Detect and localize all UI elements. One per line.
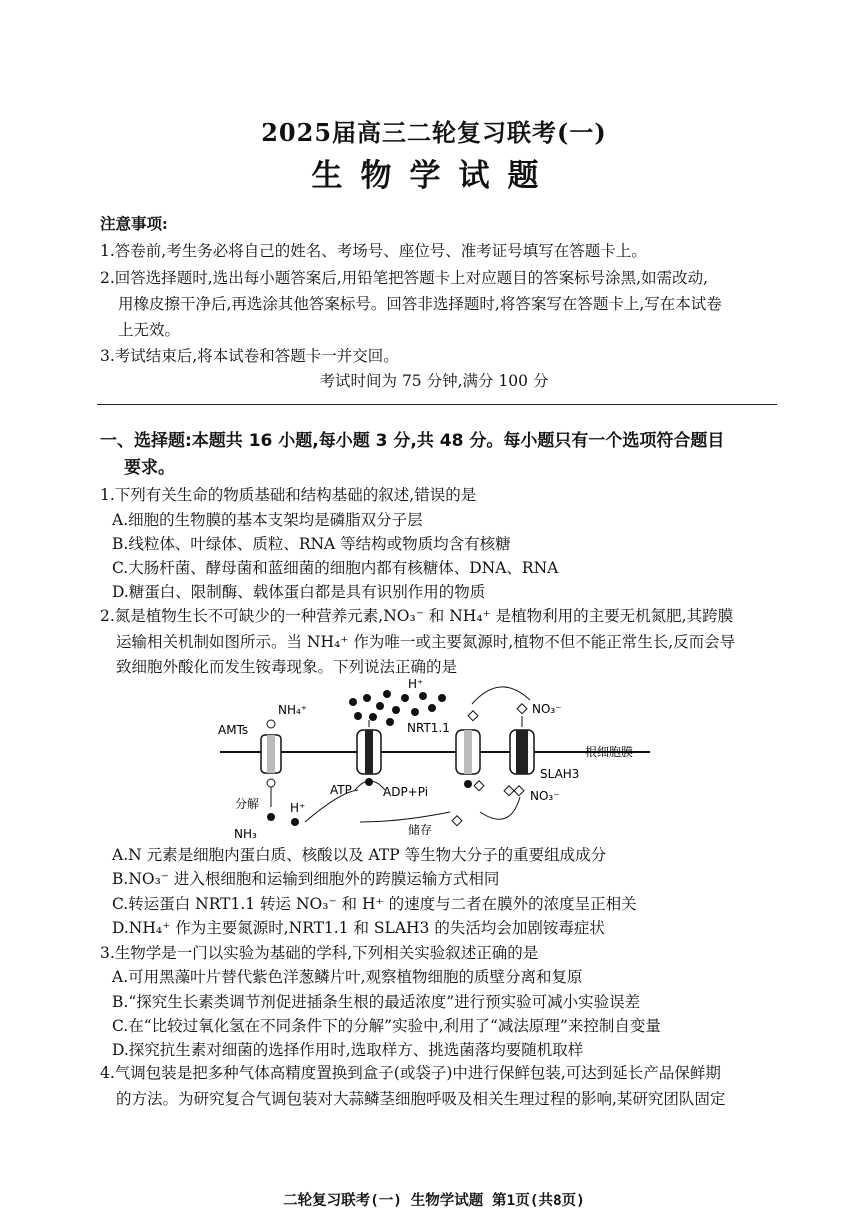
q2-stem-b: 运输相关机制如图所示。当 NH₄⁺ 作为唯一或主要氮源时,植物不但不能正常生长,反而会导 [116,633,736,651]
slah3-channel [510,704,534,774]
time-score: 考试时间为 75 分钟,满分 100 分 [319,372,549,390]
notes-line-2a: 2.回答选择题时,选出每小题答案后,用铅笔把答题卡上对应题目的答案标号涂黑,如需改动, [100,269,708,287]
label-nh4: NH₄⁺ [278,703,308,717]
q3-stem: 3.生物学是一门以实验为基础的学科,下列相关实验叙述正确的是 [100,944,539,962]
label-h-top: H⁺ [408,677,424,691]
page-footer: 二轮复习联考(一) 生物学试题 第1页(共8页) [283,1193,585,1209]
no3-stored [452,816,462,826]
label-membrane: 根细胞膜 [585,745,634,759]
q1-stem: 1.下列有关生命的物质基础和结构基础的叙述,错误的是 [100,486,477,504]
q1-option-b: B.线粒体、叶绿体、质粒、RNA 等结构或物质均含有核糖 [112,535,511,553]
q4-stem-a: 4.气调包装是把多种气体高精度置换到盒子(或袋子)中进行保鲜包装,可达到延长产品保鲜期 [100,1064,721,1082]
label-atp: ATP [330,783,352,797]
label-amts: AMTs [218,723,249,737]
storage-arrow [360,812,450,822]
nrt-transporter [456,711,484,791]
notes-line-2c: 上无效。 [118,321,181,339]
label-h-bottom: H⁺ [290,801,306,815]
label-storage: 储存 [408,823,433,837]
transport-diagram [210,672,660,842]
label-nh3: NH₃ [234,827,257,841]
q1-option-d: D.糖蛋白、限制酶、载体蛋白都是具有识别作用的物质 [112,583,486,601]
q2-stem-c: 致细胞外酸化而发生铵毒现象。下列说法正确的是 [116,658,458,676]
section-heading-a: 一、选择题:本题共 16 小题,每小题 3 分,共 48 分。每小题只有一个选项符合题目 [100,431,725,451]
label-slah3: SLAH3 [540,767,580,781]
notes-line-3: 3.考试结束后,将本试卷和答题卡一并交回。 [100,347,399,365]
no3-cycle-arrow [472,687,530,704]
q3-option-d: D.探究抗生素对细菌的选择作用时,选取样方、挑选菌落均要随机取样 [112,1041,584,1059]
header-divider [97,404,777,405]
section-heading-b: 要求。 [124,458,175,478]
label-decompose: 分解 [235,797,260,811]
label-no3-top: NO₃⁻ [532,702,562,716]
label-nrt: NRT1.1 [407,721,450,735]
q3-option-a: A.可用黑藻叶片替代紫色洋葱鳞片叶,观察植物细胞的质壁分离和复原 [112,968,583,986]
no3-efflux-arrow [480,797,520,819]
q2-option-a: A.N 元素是细胞内蛋白质、核酸以及 ATP 等生物大分子的重要组成成分 [112,846,607,864]
amts-channel [261,720,281,821]
notes-line-2b: 用橡皮擦干净后,再选涂其他答案标号。回答非选择题时,将答案写在答题卡上,写在本试卷 [118,295,722,313]
notes-heading: 注意事项: [100,214,168,233]
q1-option-a: A.细胞的生物膜的基本支架均是磷脂双分子层 [112,511,423,529]
q2-option-d: D.NH₄⁺ 作为主要氮源时,NRT1.1 和 SLAH3 的失活均会加剧铵毒症状 [112,919,605,937]
q2-stem-a: 2.氮是植物生长不可缺少的一种营养元素,NO₃⁻ 和 NH₄⁺ 是植物利用的主要无机氮肥,其跨膜 [100,607,734,625]
q2-option-b: B.NO₃⁻ 进入根细胞和运输到细胞外的跨膜运输方式相同 [112,870,500,888]
q4-stem-b: 的方法。为研究复合气调包装对大蒜鳞茎细胞呼吸及相关生理过程的影响,某研究团队固定 [116,1090,726,1108]
q3-option-b: B.“探究生长素类调节剂促进插条生根的最适浓度”进行预实验可减小实验误差 [112,993,641,1011]
q2-option-c: C.转运蛋白 NRT1.1 转运 NO₃⁻ 和 H⁺ 的速度与二者在膜外的浓度呈正相关 [112,895,637,913]
no3-in-1 [504,786,514,796]
label-adp: ADP+Pi [383,785,429,799]
h-atpase-pump [357,720,381,786]
label-no3-bottom: NO₃⁻ [530,789,560,803]
notes-line-1: 1.答卷前,考生务必将自己的姓名、考场号、座位号、准考证号填写在答题卡上。 [100,242,647,260]
no3-in-2 [514,786,524,796]
q3-option-c: C.在“比较过氧化氢在不同条件下的分解”实验中,利用了“减法原理”来控制自变量 [112,1017,661,1035]
exam-title: 2025届高三二轮复习联考(一) [261,118,607,147]
subject-title: 生物学试题 [311,158,557,194]
q1-option-c: C.大肠杆菌、酵母菌和蓝细菌的细胞内都有核糖体、DNA、RNA [112,559,559,577]
h-ion-bottom [291,818,299,826]
